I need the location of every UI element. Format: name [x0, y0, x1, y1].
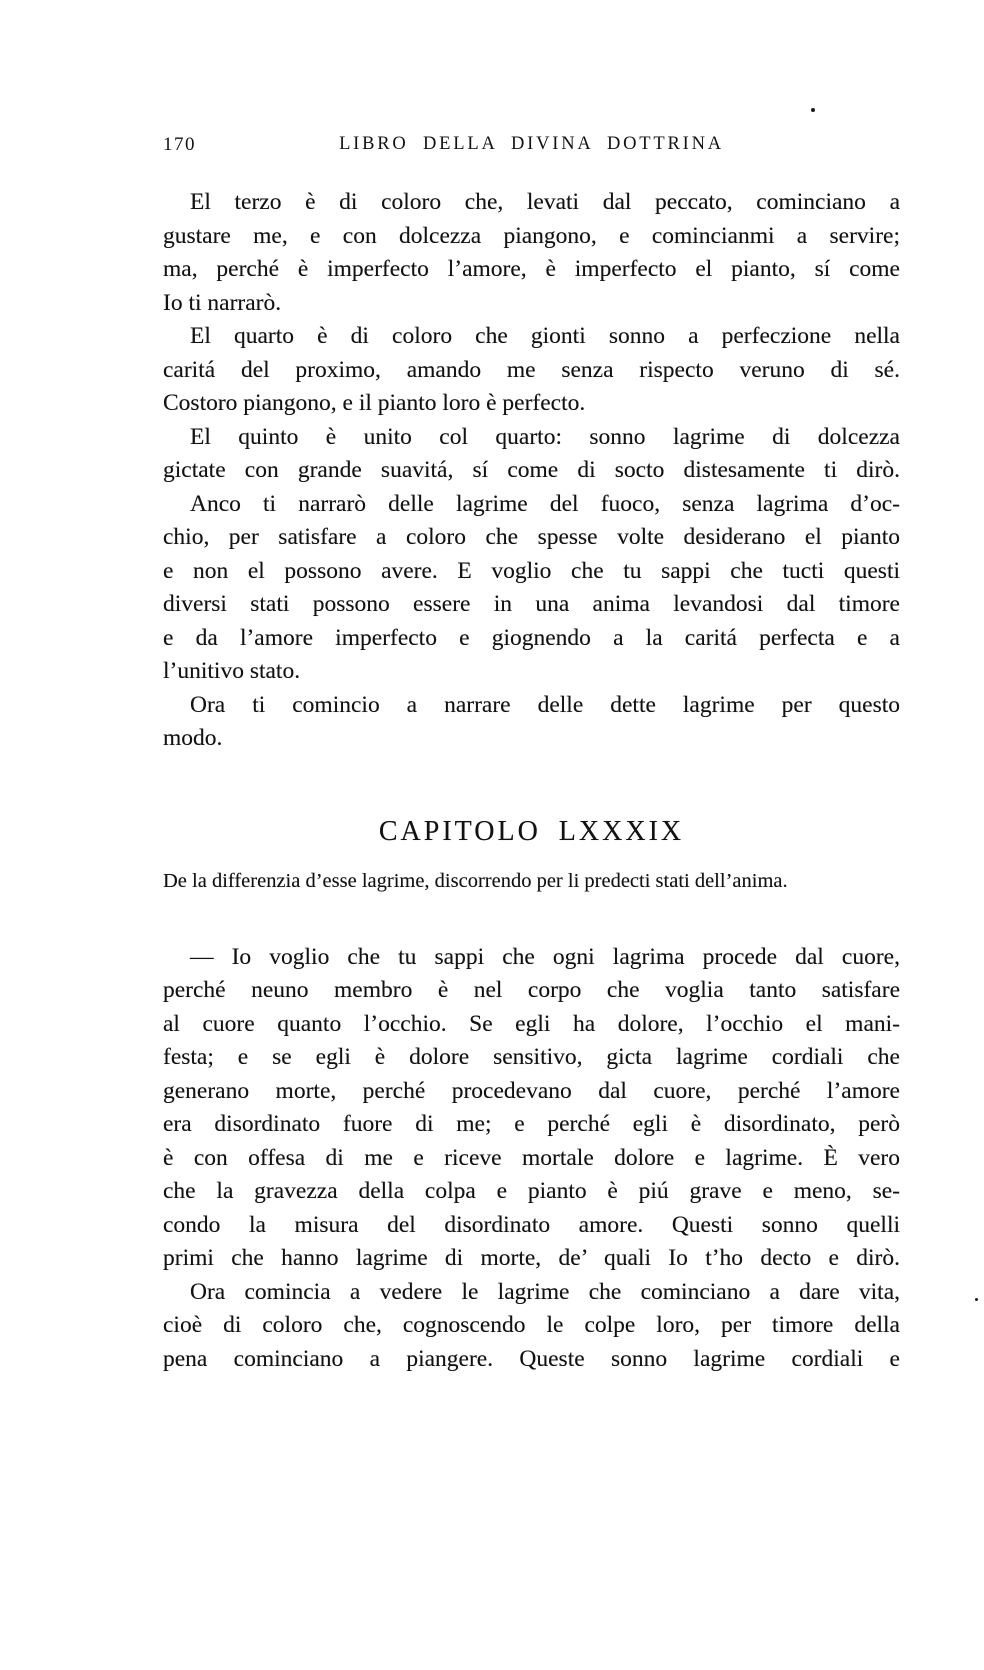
paragraph: [163, 689, 900, 756]
paragraph: [163, 320, 900, 421]
text-line: Ora ti comincio a narrare delle dette lagrime per questo: [190, 691, 900, 718]
text-line: El terzo è di coloro che, levati dal peccato, cominciano a: [190, 189, 900, 215]
chapter-subtitle: De la differenzia d’esse lagrime, discorrendo per li predecti stati dell’anima.: [163, 869, 788, 892]
text-line: e da l’amore imperfecto e giognendo a la caritá perfecta e a: [163, 624, 900, 651]
chapter-heading: CAPITOLO LXXXIX: [378, 815, 685, 847]
text-line: generano morte, perché procedevano dal cuore, perché l’amore: [163, 1077, 900, 1104]
text-line: festa; e se egli è dolore sensitivo, gicta lagrime cordiali che: [163, 1044, 900, 1070]
text-line: era disordinato fuore di me; e perché egli è disordinato, però: [163, 1111, 900, 1137]
paragraph: [163, 488, 900, 689]
text-line: perché neuno membro è nel corpo che voglia tanto satisfare: [163, 977, 900, 1003]
text-line: modo.: [163, 725, 223, 751]
text-line: Ora comincia a vedere le lagrime che cominciano a dare vita,: [190, 1278, 900, 1305]
paragraph: [163, 186, 900, 320]
running-title: LIBRO DELLA DIVINA DOTTRINA: [339, 134, 724, 154]
paragraph: [163, 941, 900, 1276]
text-block-body: [163, 186, 900, 1376]
text-line: cioè di coloro che, cognoscendo le colpe loro, per timore della: [163, 1312, 900, 1338]
paragraph: [163, 421, 900, 488]
text-line: Anco ti narrarò delle lagrime del fuoco, senza lagrima d’oc-: [190, 490, 900, 517]
page-number: 170: [163, 134, 196, 155]
text-line: ma, perché è imperfecto l’amore, è imperfecto el pianto, sí come: [163, 256, 900, 282]
paragraph: [163, 1276, 900, 1377]
text-line: Io ti narrarò.: [163, 289, 282, 316]
text-line: condo la misura del disordinato amore. Questi sonno quelli: [163, 1211, 900, 1238]
text-line: gictate con grande suavitá, sí come di socto distesamente ti dirò.: [163, 457, 900, 483]
text-line: al cuore quanto l’occhio. Se egli ha dolore, l’occhio el mani-: [163, 1010, 900, 1037]
text-line: caritá del proximo, amando me senza rispecto veruno di sé.: [163, 356, 900, 383]
text-line: Costoro piangono, e il pianto loro è perfecto.: [163, 390, 586, 416]
text-line: diversi stati possono essere in una anima levandosi dal timore: [163, 591, 900, 617]
text-line: — Io voglio che tu sappi che ogni lagrima procede dal cuore,: [190, 943, 900, 970]
text-line: che la gravezza della colpa e pianto è piú grave e meno, se-: [163, 1178, 900, 1204]
scan-speck: [811, 108, 815, 112]
text-line: El quarto è di coloro che gionti sonno a perfeczione nella: [190, 323, 900, 349]
text-line: gustare me, e con dolcezza piangono, e comincianmi a servire;: [163, 222, 900, 249]
scan-speck: [975, 1298, 978, 1301]
page-header: [163, 134, 900, 160]
text-line: e non el possono avere. E voglio che tu sappi che tucti questi: [163, 557, 900, 584]
text-line: è con offesa di me e riceve mortale dolore e lagrime. È vero: [163, 1144, 900, 1171]
text-line: l’unitivo stato.: [163, 658, 301, 684]
text-line: primi che hanno lagrime di morte, de’ quali Io t’ho decto e dirò.: [163, 1245, 900, 1271]
text-line: El quinto è unito col quarto: sonno lagrime di dolcezza: [190, 423, 900, 450]
text-line: chio, per satisfare a coloro che spesse volte desiderano el pianto: [163, 524, 900, 550]
text-line: pena cominciano a piangere. Queste sonno lagrime cordiali e: [163, 1345, 900, 1372]
